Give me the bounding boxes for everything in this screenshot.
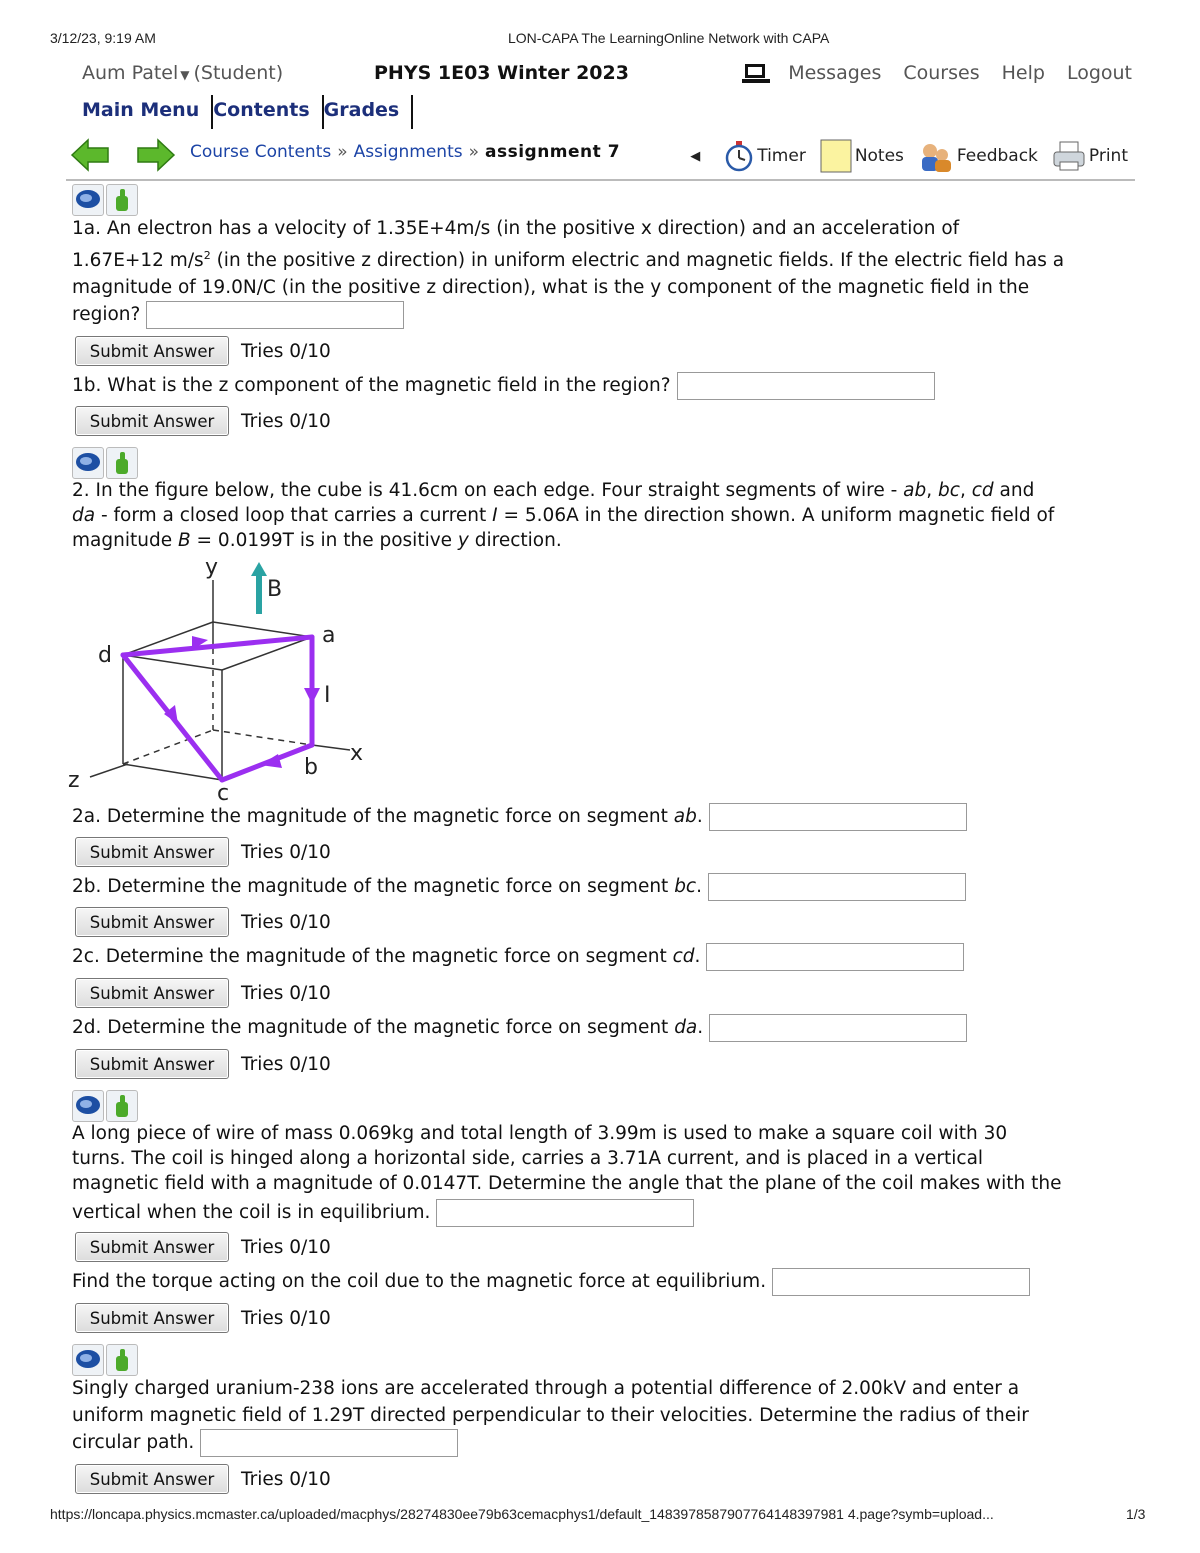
problem-tools-4 (72, 1344, 138, 1376)
discussion-icon[interactable] (72, 1344, 104, 1376)
submit-row-1a (75, 336, 331, 366)
print-page-number: 1/3 (1126, 1506, 1146, 1522)
tries-count: Tries 0/10 (241, 1307, 331, 1329)
q2-line3: magnitude B = 0.0199T is in the positive y direction. (72, 530, 562, 551)
question-2c: 2c. Determine the magnitude of the magnetic force on segment cd. (72, 943, 1132, 971)
question-4 (72, 1375, 1132, 1457)
answer-input-2a[interactable] (709, 803, 967, 831)
submit-answer-button[interactable]: Submit Answer (75, 837, 229, 867)
thumbs-up-icon[interactable] (106, 184, 138, 216)
notes-tool[interactable] (820, 139, 904, 173)
main-tabs (82, 95, 413, 131)
q3-line1: A long piece of wire of mass 0.069kg and total length of 3.99m is used to make a square coil with 30 (72, 1123, 1008, 1144)
print-url: https://loncapa.physics.mcmaster.ca/uploaded/macphys/28274830ee79b63cemacphys1/default_1483978587907764148397981 4.page?symb=upload... (50, 1506, 994, 1522)
tries-count: Tries 0/10 (241, 1468, 331, 1490)
divider (66, 179, 1135, 181)
tab-grades[interactable]: Grades (323, 99, 400, 121)
user-role: (Student) (193, 62, 284, 84)
b-field-label: B (267, 577, 283, 602)
q3-line3: magnetic field with a magnitude of 0.0147T. Determine the angle that the plane of the coil makes with the (72, 1173, 1062, 1194)
submit-row-2b (75, 907, 331, 937)
question-2a: 2a. Determine the magnitude of the magnetic force on segment ab. (72, 803, 1132, 831)
q2-line1: 2. In the figure below, the cube is 41.6cm on each edge. Four straight segments of wire - ab, bc, cd and (72, 480, 1035, 501)
problem-tools-2 (72, 447, 138, 479)
submit-answer-button[interactable]: Submit Answer (75, 1049, 229, 1079)
discussion-icon[interactable] (72, 447, 104, 479)
q1a-line4: region? (72, 301, 1132, 329)
submit-row-2c (75, 978, 331, 1008)
course-title: PHYS 1E03 Winter 2023 (374, 62, 629, 84)
feedback-tool[interactable] (918, 139, 1038, 173)
answer-input-4[interactable] (200, 1429, 458, 1457)
logout-link[interactable]: Logout (1066, 62, 1132, 84)
tries-count: Tries 0/10 (241, 841, 331, 863)
timer-label[interactable]: Timer (757, 146, 806, 166)
feedback-label[interactable]: Feedback (956, 146, 1038, 166)
breadcrumb (190, 142, 620, 162)
submit-answer-button[interactable]: Submit Answer (75, 907, 229, 937)
caret-down-icon[interactable]: ▼ (180, 68, 190, 82)
top-bar (82, 60, 1132, 90)
top-links (742, 62, 1132, 84)
tab-contents[interactable]: Contents (213, 99, 310, 121)
x-axis-label: x (350, 741, 364, 766)
discussion-icon[interactable] (72, 184, 104, 216)
thumbs-up-icon[interactable] (106, 1090, 138, 1122)
forward-arrow-icon[interactable] (136, 137, 176, 173)
answer-input-2c[interactable] (706, 943, 964, 971)
answer-input-1a[interactable] (146, 301, 404, 329)
q3-line4: vertical when the coil is in equilibrium. (72, 1199, 1132, 1227)
print-doc-title: LON-CAPA The LearningOnline Network with CAPA (508, 30, 830, 46)
nav-row (70, 137, 1134, 177)
submit-row-3a (75, 1232, 331, 1262)
q4-line2: uniform magnetic field of 1.29T directed perpendicular to their velocities. Determine the radius of their (72, 1405, 1029, 1426)
b-field-arrowhead (251, 562, 267, 576)
submit-row-4 (75, 1464, 331, 1494)
feedback-icon (918, 139, 954, 173)
thumbs-up-icon[interactable] (106, 1344, 138, 1376)
submit-row-3b (75, 1303, 331, 1333)
point-c-label: c (217, 781, 230, 804)
breadcrumb-separator: » (337, 142, 348, 162)
q4-line3: circular path. (72, 1429, 1132, 1457)
user-menu[interactable] (82, 62, 283, 84)
back-arrow-icon[interactable] (70, 137, 110, 173)
submit-answer-button[interactable]: Submit Answer (75, 336, 229, 366)
print-timestamp: 3/12/23, 9:19 AM (50, 30, 156, 46)
q4-line1: Singly charged uranium-238 ions are accelerated through a potential difference of 2.00kV and enter a (72, 1378, 1020, 1399)
question-3b: Find the torque acting on the coil due to the magnetic force at equilibrium. (72, 1268, 1132, 1296)
tries-count: Tries 0/10 (241, 911, 331, 933)
discussion-icon[interactable] (72, 1090, 104, 1122)
notes-icon (820, 139, 852, 173)
submit-row-1b (75, 406, 331, 436)
user-name[interactable]: Aum Patel (82, 62, 179, 84)
toolbar (690, 139, 1128, 173)
submit-row-2a (75, 837, 331, 867)
timer-tool[interactable] (724, 140, 806, 172)
courses-link[interactable]: Courses (903, 62, 980, 84)
print-label[interactable]: Print (1088, 146, 1128, 166)
q1a-line2: 1.67E+12 $m/s^2$ (in the positive z direction) in uniform electric and magnetic fields. If the electric field has a (72, 249, 1065, 272)
submit-row-2d (75, 1049, 331, 1079)
stopwatch-icon (724, 140, 754, 172)
printer-icon (1052, 140, 1086, 172)
question-2d: 2d. Determine the magnitude of the magnetic force on segment da. (72, 1014, 1132, 1042)
breadcrumb-separator: » (468, 142, 479, 162)
collapse-arrow-icon[interactable]: ◀ (690, 148, 701, 164)
submit-answer-button[interactable]: Submit Answer (75, 1232, 229, 1262)
point-a-label: a (322, 623, 336, 648)
tries-count: Tries 0/10 (241, 340, 331, 362)
breadcrumb-current: assignment 7 (485, 142, 621, 162)
q1b-text: 1b. What is the z component of the magnetic field in the region? (72, 375, 671, 396)
point-d-label: d (98, 643, 112, 668)
submit-answer-button[interactable]: Submit Answer (75, 1464, 229, 1494)
tries-count: Tries 0/10 (241, 982, 331, 1004)
question-2b: 2b. Determine the magnitude of the magnetic force on segment bc. (72, 873, 1132, 901)
question-1b (72, 372, 1132, 400)
y-axis-label: y (205, 555, 219, 580)
submit-answer-button[interactable]: Submit Answer (75, 1303, 229, 1333)
messages-icon[interactable] (742, 62, 772, 84)
current-label: I (324, 683, 331, 708)
breadcrumb-course-contents[interactable]: Course Contents (190, 142, 332, 162)
tries-count: Tries 0/10 (241, 410, 331, 432)
breadcrumb-assignments[interactable]: Assignments (353, 142, 463, 162)
submit-answer-button[interactable]: Submit Answer (75, 978, 229, 1008)
submit-answer-button[interactable]: Submit Answer (75, 406, 229, 436)
answer-input-3b[interactable] (772, 1268, 1030, 1296)
answer-input-2b[interactable] (708, 873, 966, 901)
q1a-line1: 1a. An electron has a velocity of 1.35E+4m/s (in the positive x direction) and an acceleration of (72, 218, 960, 239)
problem-tools-1 (72, 184, 138, 216)
problem-tools-3 (72, 1090, 138, 1122)
tries-count: Tries 0/10 (241, 1053, 331, 1075)
print-tool[interactable] (1052, 140, 1128, 172)
question-3 (72, 1121, 1132, 1227)
thumbs-up-icon[interactable] (106, 447, 138, 479)
answer-input-3a[interactable] (436, 1199, 694, 1227)
tries-count: Tries 0/10 (241, 1236, 331, 1258)
tab-divider (411, 95, 413, 129)
q2-line2: da - form a closed loop that carries a current I = 5.06A in the direction shown. A uniform magnetic field of (72, 505, 1055, 526)
q3-line2: turns. The coil is hinged along a horizontal side, carries a 3.71A current, and is placed in a vertical (72, 1148, 984, 1169)
question-1a (72, 215, 1132, 329)
answer-input-2d[interactable] (709, 1014, 967, 1042)
cube-wire-figure (68, 552, 368, 804)
current-direction-arrows (164, 636, 320, 768)
q1a-line3: magnitude of 19.0N/C (in the positive z direction), what is the y component of the magnetic field in the (72, 277, 1030, 299)
question-2 (72, 478, 1132, 553)
wire-loop (123, 637, 312, 780)
help-link[interactable]: Help (1001, 62, 1045, 84)
z-axis-label: z (68, 768, 80, 793)
tab-main-menu[interactable]: Main Menu (82, 99, 200, 121)
answer-input-1b[interactable] (677, 372, 935, 400)
messages-link[interactable]: Messages (788, 62, 882, 84)
notes-label[interactable]: Notes (854, 146, 904, 166)
point-b-label: b (304, 755, 318, 780)
